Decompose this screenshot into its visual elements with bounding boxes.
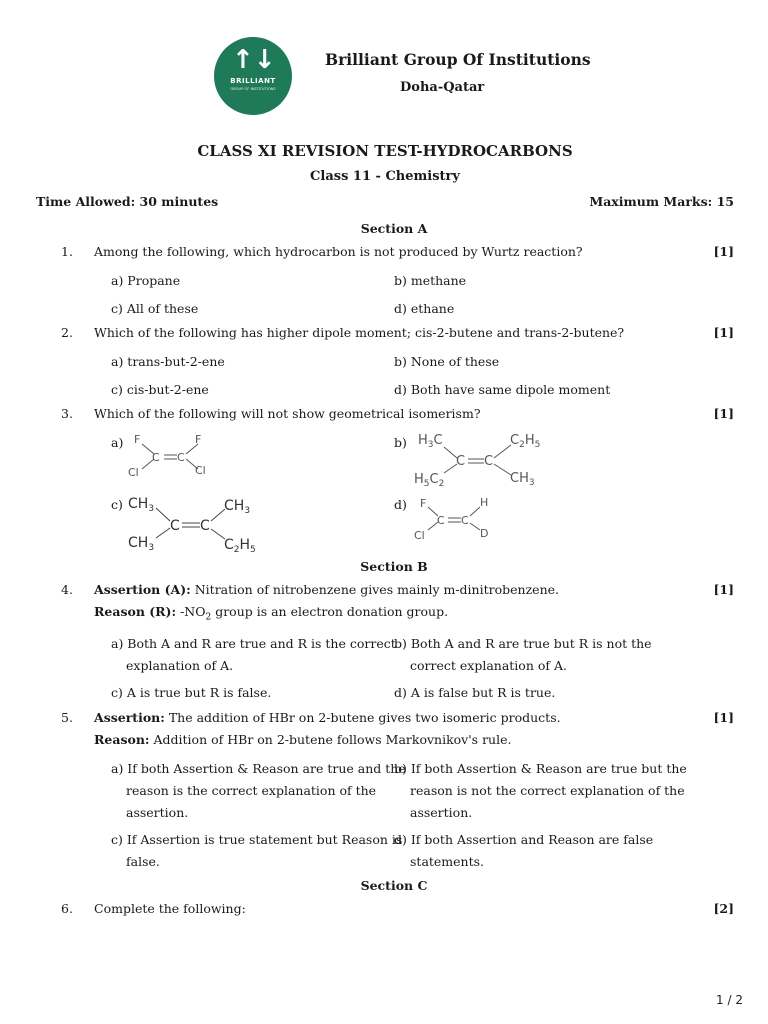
reason-text-post: group is an electron donation group. xyxy=(211,604,449,619)
question-4-reason xyxy=(94,604,448,623)
institution-logo xyxy=(214,37,292,115)
maximum-marks: Maximum Marks: 15 xyxy=(589,194,734,209)
question-4-option-a-line-2: explanation of A. xyxy=(126,658,234,673)
reason-label: Reason (R): xyxy=(94,604,177,619)
question-2-option-d: d) Both have same dipole moment xyxy=(394,382,611,397)
institution-name: Brilliant Group Of Institutions xyxy=(325,50,591,69)
question-5-option-b-line-1: b) If both Assertion & Reason are true but the xyxy=(394,761,687,776)
section-a-heading: Section A xyxy=(360,221,428,236)
structure-a-difluoro-dichloro-ethene xyxy=(124,432,214,480)
structure-a-carbon-1: C xyxy=(152,451,160,464)
structure-b-top-right-sub2: 5 xyxy=(534,440,541,450)
institution-location: Doha-Qatar xyxy=(400,80,485,95)
page-number: 1 / 2 xyxy=(716,993,743,1007)
assertion-text: Nitration of nitrobenzene gives mainly m-dinitrobenzene. xyxy=(190,582,559,597)
question-1-option-b: b) methane xyxy=(394,273,467,288)
section-b-heading: Section B xyxy=(360,559,428,574)
svg-text:C2H5 xyxy=(510,433,540,450)
question-4-option-a-line-1: a) Both A and R are true and R is the correct xyxy=(111,636,396,651)
svg-text:H5C2 xyxy=(414,472,444,489)
structure-c-methyl-ethene xyxy=(126,492,266,554)
structure-b-bottom-right: CH xyxy=(510,471,529,486)
structure-a-bottom-left: Cl xyxy=(128,466,139,479)
question-1-text: Among the following, which hydrocarbon is not produced by Wurtz reaction? xyxy=(94,244,583,259)
structure-d-top-right: H xyxy=(480,496,489,509)
question-5-assertion xyxy=(94,710,561,725)
structure-a-top-left: F xyxy=(134,433,141,446)
reason-text: Addition of HBr on 2-butene follows Markovnikov's rule. xyxy=(149,732,512,747)
question-3-marks: [1] xyxy=(713,406,734,421)
question-4-number: 4. xyxy=(61,582,73,597)
structure-b-top-left: H xyxy=(418,433,428,448)
question-1-option-c: c) All of these xyxy=(111,301,199,316)
question-1-option-d: d) ethane xyxy=(394,301,455,316)
svg-text:C2H5 xyxy=(224,537,256,554)
structure-c-bottom-right-sub: 2 xyxy=(233,545,240,554)
question-3-option-d-label: d) xyxy=(394,497,407,512)
reason-label: Reason: xyxy=(94,732,150,747)
question-2-option-a: a) trans-but-2-ene xyxy=(111,354,225,369)
question-3-number: 3. xyxy=(61,406,73,421)
structure-b-bottom-right-sub: 3 xyxy=(528,478,535,488)
question-5-option-c-line-2: false. xyxy=(126,854,160,869)
structure-c-bottom-left: CH xyxy=(128,535,149,551)
structure-c-top-right-sub: 3 xyxy=(244,506,251,516)
logo-mark-icon: ↑↓ xyxy=(232,45,276,75)
svg-text:H3C xyxy=(418,433,443,450)
structure-d-top-left: F xyxy=(420,497,427,510)
assertion-label: Assertion: xyxy=(94,710,165,725)
assertion-label: Assertion (A): xyxy=(94,582,191,597)
question-1-number: 1. xyxy=(61,244,73,259)
question-5-option-c-line-1: c) If Assertion is true statement but Reason is xyxy=(111,832,403,847)
question-4-option-b-line-2: correct explanation of A. xyxy=(410,658,567,673)
test-subtitle: Class 11 - Chemistry xyxy=(310,169,460,184)
structure-b-bottom-left-sub: 5 xyxy=(423,479,430,489)
question-5-number: 5. xyxy=(61,710,73,725)
structure-b-top-left-sub: 3 xyxy=(427,440,434,450)
question-2-number: 2. xyxy=(61,325,73,340)
structure-b-top-right: C xyxy=(510,433,520,448)
question-5-reason xyxy=(94,732,511,747)
question-4-marks: [1] xyxy=(713,582,734,597)
structure-b-top-right-sub: 2 xyxy=(519,440,525,450)
question-5-option-a-line-1: a) If both Assertion & Reason are true and the xyxy=(111,761,406,776)
question-2-text: Which of the following has higher dipole moment; cis-2-butene and trans-2-butene? xyxy=(94,325,625,340)
question-5-option-d-line-1: d) If both Assertion and Reason are false xyxy=(394,832,654,847)
section-c-heading: Section C xyxy=(360,878,428,893)
question-5-marks: [1] xyxy=(713,710,734,725)
logo-tagline: GROUP OF INSTITUTIONS xyxy=(230,87,276,91)
structure-d-bottom-left: Cl xyxy=(414,529,425,542)
structure-c-bottom-right-tail: H xyxy=(239,537,251,553)
question-2-marks: [1] xyxy=(713,325,734,340)
structure-a-carbon-2: C xyxy=(177,451,185,464)
question-6-marks: [2] xyxy=(713,901,734,916)
structure-c-bottom-right: C xyxy=(224,537,234,553)
question-5-option-a-line-3: assertion. xyxy=(126,805,189,820)
svg-text:CH3 xyxy=(510,471,535,488)
question-5-option-a-line-2: reason is the correct explanation of the xyxy=(126,783,377,798)
structure-d-carbon-1: C xyxy=(437,514,445,527)
structure-c-carbon-2: C xyxy=(200,518,210,534)
test-title: CLASS XI REVISION TEST-HYDROCARBONS xyxy=(197,142,573,160)
logo-wordmark: BRILLIANT xyxy=(230,77,276,85)
svg-text:CH3 xyxy=(224,498,250,516)
structure-c-top-left-sub: 3 xyxy=(148,504,155,514)
question-5-option-d-line-2: statements. xyxy=(410,854,485,869)
structure-c-top-right: CH xyxy=(224,498,245,514)
structure-b-bottom-left-tail: C xyxy=(429,472,439,487)
svg-text:CH3 xyxy=(128,496,154,514)
question-5-option-b-line-2: reason is not the correct explanation of the xyxy=(410,783,685,798)
question-6-number: 6. xyxy=(61,901,73,916)
question-4-option-b-line-1: b) Both A and R are true but R is not the xyxy=(394,636,652,651)
question-1-marks: [1] xyxy=(713,244,734,259)
question-6-text: Complete the following: xyxy=(94,901,246,916)
question-1-option-a: a) Propane xyxy=(111,273,181,288)
structure-c-carbon-1: C xyxy=(170,518,180,534)
structure-b-dimethyl-diethyl-ethene xyxy=(414,428,554,490)
question-3-option-a-label: a) xyxy=(111,435,124,450)
question-4-assertion xyxy=(94,582,559,597)
structure-d-fluoro-chloro-deutero-ethene xyxy=(412,494,502,542)
question-5-option-b-line-3: assertion. xyxy=(410,805,473,820)
structure-c-bottom-left-sub: 3 xyxy=(148,543,155,553)
time-allowed: Time Allowed: 30 minutes xyxy=(36,194,219,209)
structure-b-bottom-left: H xyxy=(414,472,424,487)
structure-d-bottom-right: D xyxy=(480,527,489,540)
structure-c-top-left: CH xyxy=(128,496,149,512)
structure-a-top-right: F xyxy=(195,433,202,446)
reason-text-pre: -NO xyxy=(176,604,206,619)
structure-a-bottom-right: Cl xyxy=(195,464,206,477)
structure-b-carbon-1: C xyxy=(456,454,466,469)
question-4-option-c: c) A is true but R is false. xyxy=(111,685,272,700)
question-3-option-b-label: b) xyxy=(394,435,407,450)
question-4-option-d: d) A is false but R is true. xyxy=(394,685,556,700)
question-2-option-b: b) None of these xyxy=(394,354,500,369)
reason-text-sub: 2 xyxy=(205,612,212,623)
question-3-option-c-label: c) xyxy=(111,497,123,512)
question-3-text: Which of the following will not show geometrical isomerism? xyxy=(94,406,481,421)
structure-b-bottom-left-sub2: 2 xyxy=(438,479,445,489)
structure-b-top-left-tail: C xyxy=(433,433,443,448)
structure-d-carbon-2: C xyxy=(461,514,469,527)
structure-c-bottom-right-sub2: 5 xyxy=(250,545,256,554)
svg-text:CH3 xyxy=(128,535,154,553)
structure-b-top-right-tail: H xyxy=(524,433,535,448)
assertion-text: The addition of HBr on 2-butene gives two isomeric products. xyxy=(164,710,561,725)
question-2-option-c: c) cis-but-2-ene xyxy=(111,382,209,397)
structure-b-carbon-2: C xyxy=(484,454,494,469)
